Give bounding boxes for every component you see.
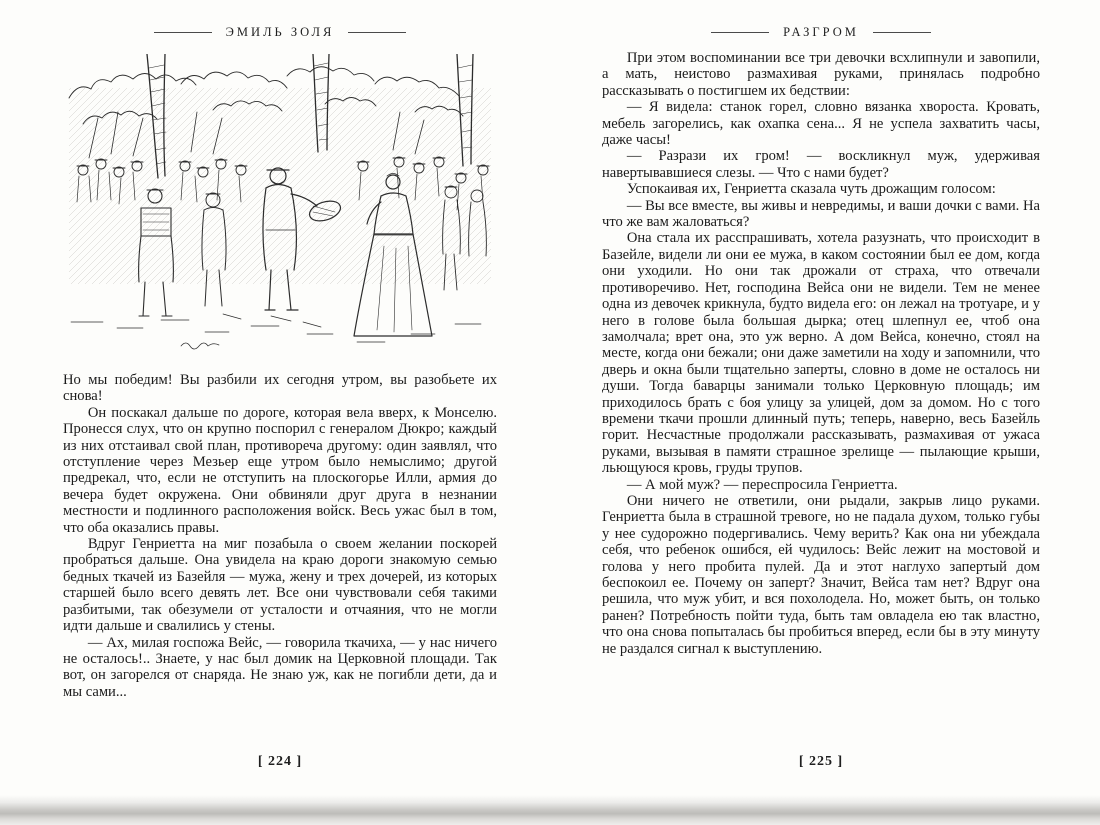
page-number-left: [ 224 ] — [257, 754, 303, 769]
illustration-engraving — [63, 54, 497, 354]
paragraph: Они ничего не ответили, они рыдали, закрыв лицо руками. Генриетта была в страшной тревоге, но не падала духом, только губы у нее судорожно подергивались. Чему верить? Как она ни убеждала себя, что ребенок ошибся, ей чудилось: Вейс лежит на мостовой и голова у него пробита пулей. Да и этот наглухо запертый дом беспокоил ее. Почему он заперт? Значит, Вейса там нет? Вдруг она решила, что муж убит, и вся похолодела. Но, может быть, он только ранен? Потребность пойти туда, быть там овладела ею так властно, что она снова попыталась бы пробиться вперед, если бы в эту минуту не раздался сигнал к выступлению. — [602, 492, 1040, 657]
running-head-right — [602, 24, 1040, 40]
paragraph: — А мой муж? — переспросила Генриетта. — [626, 476, 898, 493]
paragraph: — Вы все вместе, вы живы и невредимы, и ваши дочки с вами. На что же вам жаловаться? — [602, 197, 1040, 231]
paragraph: Он поскакал дальше по дороге, которая вела вверх, к Монселю. Пронесся слух, что он крупно поспорил с генералом Дюкро; каждый из них отстаивал свой план, противореча другому: один заявлял, что отступление через Мезьер еще утром было немыслимо; другой предрекал, что, если не отступить на плоскогорье Илли, армия до вечера будет окружена. Они обвиняли друг друга в незнании местности и подлинного расположения войск. Весь ужас был в том, что оба оказались правы. — [63, 404, 497, 536]
header-rule-right — [873, 32, 931, 33]
page-left — [63, 18, 497, 774]
paragraph: При этом воспоминании все три девочки всхлипнули и завопили, а мать, неистово размахивая руками, принялась подробно рассказывать о постигшем их бедствии: — [602, 50, 1040, 99]
engraver-signature — [181, 343, 219, 349]
header-rule-right — [348, 32, 406, 33]
ground-hatching — [71, 314, 481, 342]
header-rule-left — [154, 32, 212, 33]
page-number-right: [ 225 ] — [798, 754, 844, 769]
paragraph: Успокаивая их, Генриетта сказала чуть дрожащим голосом: — [626, 181, 996, 198]
header-rule-left — [711, 32, 769, 33]
engraving-crowd-scene — [63, 54, 497, 354]
left-page-text — [63, 372, 497, 700]
paragraph: — Я видела: станок горел, словно вязанка хвороста. Кровать, мебель загорелись, как охапка сена... Я не успела захватить часы, даже часы! — [602, 99, 1040, 149]
running-head-left — [63, 24, 497, 40]
page-right — [602, 18, 1040, 774]
right-page-text — [602, 50, 1040, 657]
running-head-title-left: ЭМИЛЬ ЗОЛЯ — [225, 24, 335, 39]
paragraph: Она стала их расспрашивать, хотела разузнать, что происходит в Базейле, видели ли они ее мужа, в каком состоянии был ее дом, когда они уходили. Но они так дрожали от страха, что отвечали противоречиво. Нет, господина Вейса они не видели. Тем не менее одна из девочек крикнула, будто видела его: он лежал на тротуаре, и у него в голове была большая дырка; отец шлепнул ее, чтоб она замолчала; врет она, это уж верно. А дом Вейса, конечно, стоял на месте, когда они бежали; они даже заметили на ходу и запомнили, что дверь и окна были тщательно заперты, словно в доме не осталось ни души. Тогда баварцы занимали только Церковную площадь; им приходилось брать с боя улицу за улицей, дом за домом. Но с того времени ткачи прошли длинный путь; теперь, наверно, весь Базейль горит. Несчастные продолжали рассказывать, размахивая от ужаса руками, вызывая в памяти страшное зрелище — пылающие крыши, льющуюся кровь, груды трупов. — [602, 230, 1040, 477]
paragraph: Вдруг Генриетта на миг позабыла о своем желании поскорей пробраться дальше. Она увидела на краю дороги знакомую семью бедных ткачей из Базейля — мужа, жену и трех дочерей, из которых старшей было всего девять лет. Все они чувствовали себя такими разбитыми, так обезумели от усталости и отчаяния, что не могли идти дальше и свалились у стены. — [63, 536, 497, 635]
paragraph: — Разрази их гром! — воскликнул муж, удерживая навертывавшиеся слезы. — Что с нами будет? — [602, 148, 1040, 181]
running-head-title-right: РАЗГРОМ — [783, 24, 859, 39]
paragraph: — Ах, милая госпожа Вейс, — говорила ткачиха, — у нас ничего не осталось!.. Знаете, у нас был домик на Церковной площади. Так вот, он загорелся от снаряда. Не знаю уж, как не погибли дети, да и мы сами... — [63, 634, 497, 700]
paragraph: Но мы победим! Вы разбили их сегодня утром, вы разобьете их снова! — [63, 372, 497, 405]
book-bottom-edge — [0, 795, 1100, 825]
